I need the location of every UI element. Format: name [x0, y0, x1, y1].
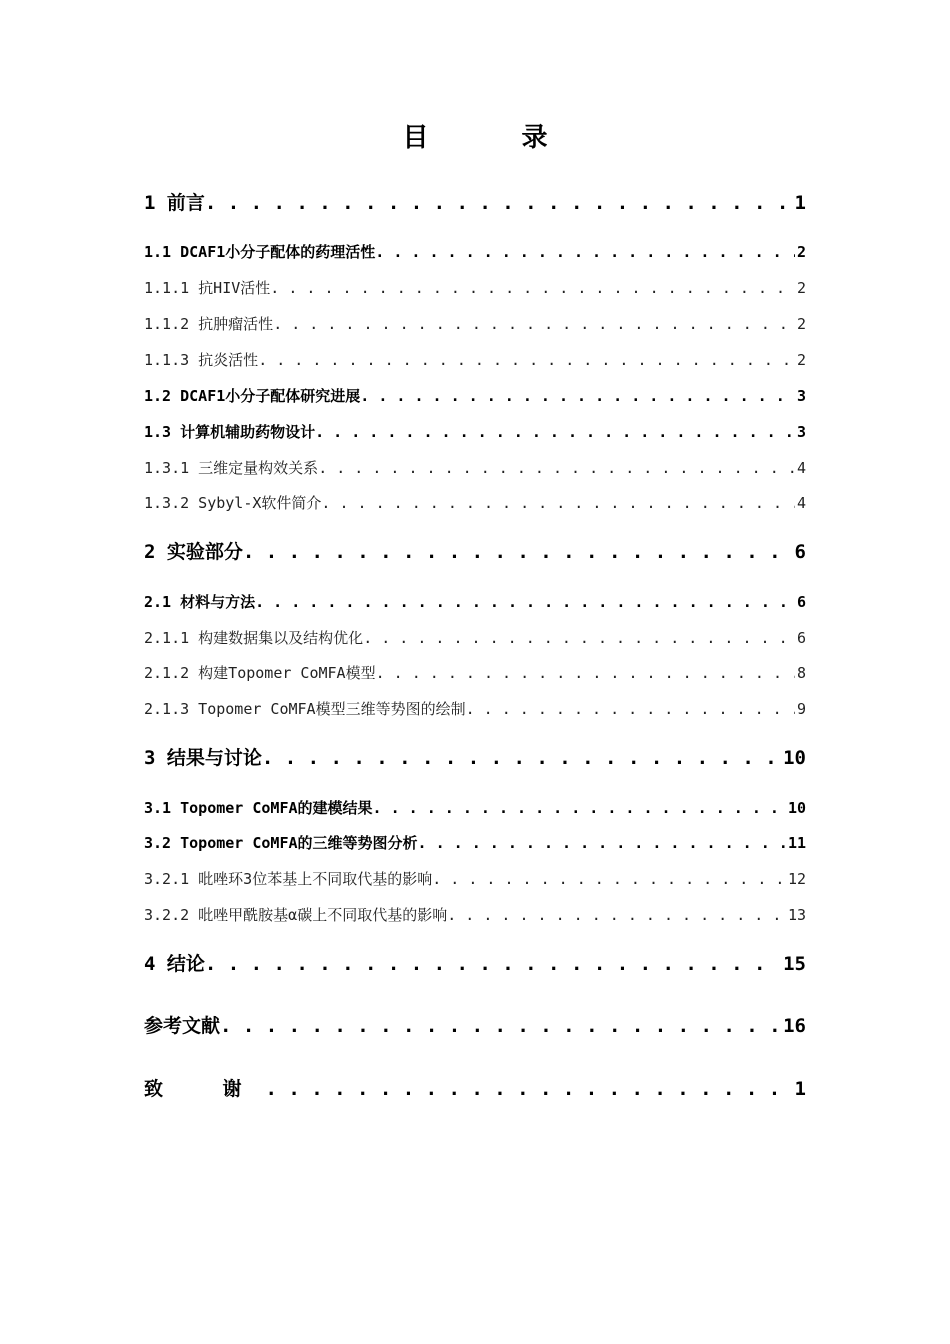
toc-entry-page: 9 [796, 700, 806, 718]
toc-entry[interactable] [144, 904, 806, 925]
dot-leader [255, 593, 795, 611]
toc-entry-label: 2.1.3 Topomer CoMFA模型三维等势图的绘制 [144, 700, 466, 718]
toc-entry-page: 15 [783, 953, 806, 975]
page-title: 目 录 [402, 123, 590, 153]
toc-entry-label: 3.2.1 吡唑环3位苯基上不同取代基的影响 [144, 870, 433, 888]
toc-entry[interactable] [144, 949, 806, 976]
dot-leader [466, 700, 795, 718]
toc-entry-label: 3.1 Topomer CoMFA的建模结果 [144, 799, 373, 817]
toc-entry[interactable] [144, 349, 806, 370]
toc-entry[interactable] [144, 537, 806, 564]
toc-entry-page: 3 [796, 423, 806, 441]
toc-entry-label: 1.3.1 三维定量构效关系 [144, 459, 319, 477]
toc-entry-page: 10 [783, 747, 806, 769]
toc-entry-label: 1.2 DCAF1小分子配体研究进展 [144, 387, 361, 405]
toc-entry-page: 6 [796, 629, 806, 647]
dot-leader [318, 459, 795, 477]
toc-entry-page: 1 [794, 1078, 806, 1100]
toc-entry-page: 2 [796, 279, 806, 297]
toc-entry[interactable] [144, 421, 806, 442]
toc-entry-label: 1.1 DCAF1小分子配体的药理活性 [144, 243, 376, 261]
dot-leader [360, 387, 795, 405]
dot-leader [363, 629, 795, 647]
toc-entry-page: 4 [796, 459, 806, 477]
toc-entry-label: 1.1.2 抗肿瘤活性 [144, 315, 274, 333]
toc-entry[interactable] [144, 1011, 806, 1038]
toc-entry[interactable] [144, 743, 806, 770]
toc-entry-page: 8 [796, 664, 806, 682]
dot-leader [447, 906, 786, 924]
toc-entry-label: 2.1.1 构建数据集以及结构优化 [144, 629, 364, 647]
toc-entry-label: 致 谢 [144, 1078, 266, 1100]
toc-entry-page: 6 [794, 541, 806, 563]
toc-entry-page: 1 [794, 192, 806, 214]
toc-entry-page: 10 [787, 799, 806, 817]
dot-leader [273, 315, 795, 333]
dot-leader [258, 351, 795, 369]
dot-leader [265, 1078, 792, 1100]
dot-leader [373, 799, 786, 817]
dot-leader [321, 494, 795, 512]
toc-entry-label: 2.1 材料与方法 [144, 593, 256, 611]
toc-entry-label: 1.1.1 抗HIV活性 [144, 279, 271, 297]
toc-entry[interactable] [144, 277, 806, 298]
toc-entry[interactable] [144, 662, 806, 683]
toc-entry-label: 2.1.2 构建Topomer CoMFA模型 [144, 664, 376, 682]
toc-entry-label: 3.2.2 吡唑甲酰胺基α碳上不同取代基的影响 [144, 906, 448, 924]
dot-leader [243, 541, 793, 563]
toc-entry-page: 3 [796, 387, 806, 405]
toc-entry[interactable] [144, 868, 806, 889]
toc-entry[interactable] [144, 797, 806, 818]
toc-entry-label: 1 前言 [144, 192, 205, 214]
toc-entry-label: 1.1.3 抗炎活性 [144, 351, 259, 369]
toc-entry-label: 2 实验部分 [144, 541, 243, 563]
dot-leader [262, 747, 781, 769]
toc-entry[interactable] [144, 313, 806, 334]
dot-leader [375, 243, 795, 261]
dot-leader [220, 1015, 781, 1037]
toc-entry[interactable] [144, 385, 806, 406]
dot-leader [418, 834, 786, 852]
dot-leader [205, 953, 781, 975]
toc-entry-label: 1.3 计算机辅助药物设计 [144, 423, 316, 441]
toc-entry[interactable] [144, 492, 806, 513]
toc-entry-page: 2 [796, 243, 806, 261]
dot-leader [376, 664, 795, 682]
toc-entry-page: 12 [787, 870, 806, 888]
toc-entry-label: 4 结论 [144, 953, 205, 975]
toc-entry-page: 13 [787, 906, 806, 924]
dot-leader [270, 279, 795, 297]
toc-entry[interactable] [144, 698, 806, 719]
toc-entry[interactable] [144, 832, 806, 853]
toc-entry[interactable] [144, 457, 806, 478]
toc-entry[interactable] [144, 1074, 806, 1101]
dot-leader [315, 423, 795, 441]
toc-entry[interactable] [144, 188, 806, 215]
toc-entry-label: 1.3.2 Sybyl-X软件简介 [144, 494, 322, 512]
toc-entry-label: 3.2 Topomer CoMFA的三维等势图分析 [144, 834, 418, 852]
toc-entry-page: 11 [787, 834, 806, 852]
dot-leader [205, 192, 793, 214]
toc-entry-page: 2 [796, 315, 806, 333]
toc-entry-page: 4 [796, 494, 806, 512]
toc-entry-page: 16 [783, 1015, 806, 1037]
dot-leader [432, 870, 786, 888]
toc-entry-label: 参考文献 [144, 1015, 221, 1037]
toc-entry-label: 3 结果与讨论 [144, 747, 262, 769]
toc-entry[interactable] [144, 241, 806, 262]
toc-entry-page: 2 [796, 351, 806, 369]
toc-entry[interactable] [144, 591, 806, 612]
toc-entry[interactable] [144, 627, 806, 648]
toc-entry-page: 6 [796, 593, 806, 611]
